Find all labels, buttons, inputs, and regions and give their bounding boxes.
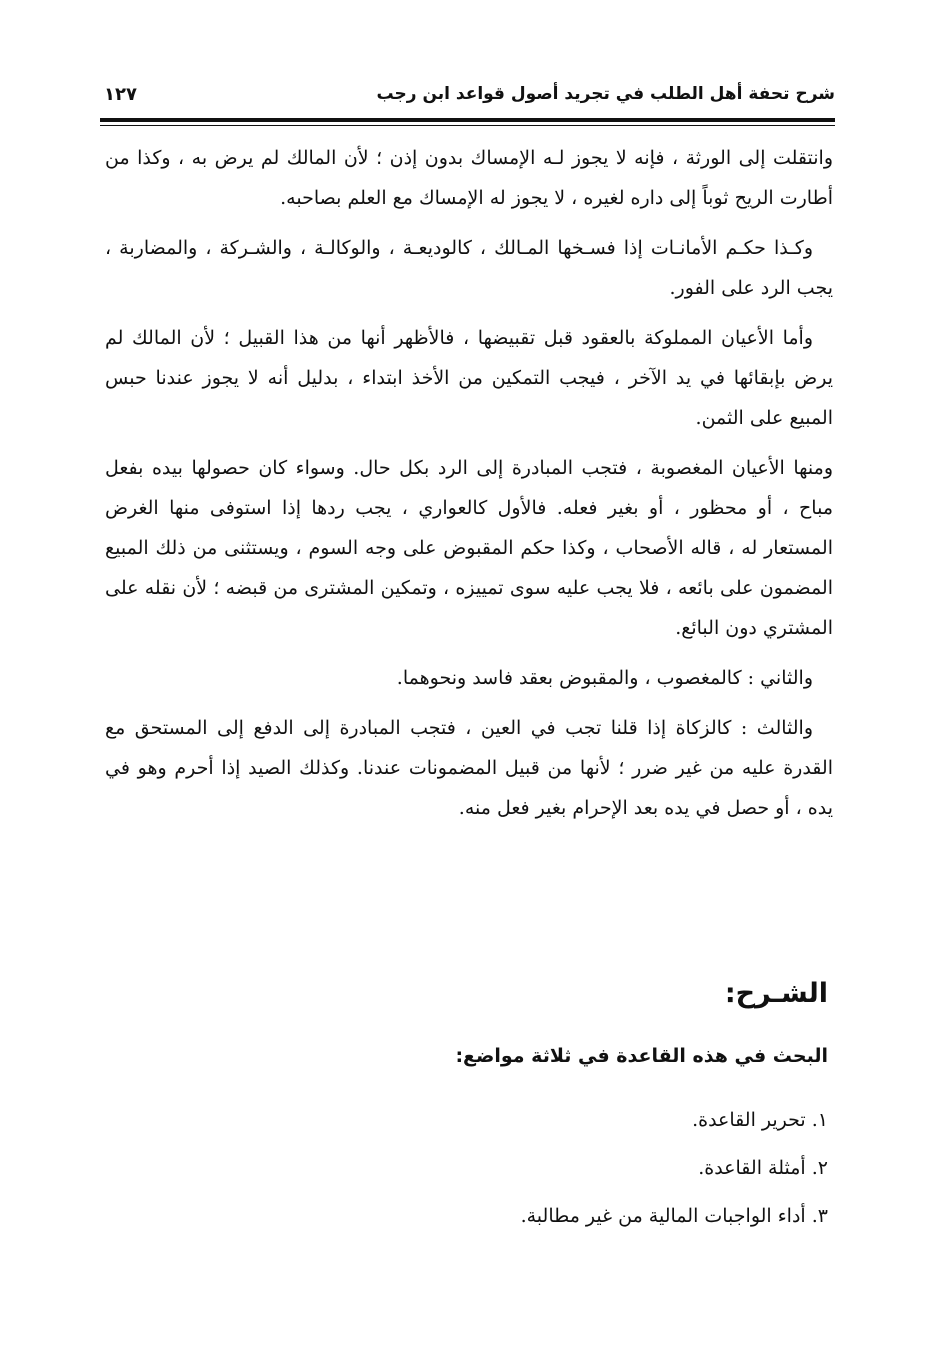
page-number: ١٢٧: [104, 84, 137, 105]
sharh-intro: البحث في هذه القاعدة في ثلاثة مواضع:: [455, 1045, 828, 1067]
paragraph: ومنها الأعيان المغصوبة ، فتجب المبادرة إلى الرد بكل حال. وسواء كان حصولها بيده بفعل مباح ، أو محظور ، أو بغير فعله. فالأول كالعواري ، يجب ردها إذا استوفى منها الغرض المستعار له ، قاله الأصحاب ، وكذا حكم المقبوض على وجه السوم ، ويستثنى من ذلك المبيع المضمون على بائعه ، فلا يجب عليه سوى تمييزه ، وتمكين المشترى من قبضه ؛ لأن نقله على المشتري دون البائع.: [105, 457, 834, 639]
page-header: [100, 80, 835, 116]
sharh-topics-list: [521, 1096, 828, 1240]
paragraph: والثاني : كالمغصوب ، والمقبوض بعقد فاسد ونحوهما.: [396, 667, 813, 689]
main-text: [105, 138, 833, 838]
header-rule-thin: [100, 125, 835, 126]
running-title: شرح تحفة أهل الطلب في تجريد أصول قواعد ابن رجب: [376, 84, 835, 104]
sharh-heading: الشـرح:: [724, 978, 828, 1009]
list-item: ٣. أداء الواجبات المالية من غير مطالبة.: [520, 1205, 828, 1227]
header-rule-thick: [100, 118, 835, 122]
paragraph: وكـذا حكـم الأمانـات إذا فسـخها المـالك ، كالوديعـة ، والوكالـة ، والشـركة ، والمضاربة ، يجب الرد على الفور.: [105, 237, 833, 299]
list-item: ١. تحرير القاعدة.: [692, 1109, 828, 1131]
paragraph: وأما الأعيان المملوكة بالعقود قبل تقبيضها ، فالأظهر أنها من هذا القبيل ؛ لأن المالك لم يرض بإبقائها في يد الآخر ، فيجب التمكين من الأخذ ابتداء ، بدليل أنه لا يجوز عندنا حبس المبيع على الثمن.: [105, 327, 833, 429]
list-item: ٢. أمثلة القاعدة.: [698, 1157, 828, 1179]
paragraph: وانتقلت إلى الورثة ، فإنه لا يجوز لـه الإمساك بدون إذن ؛ لأن المالك لم يرض به ، وكذا من أطارت الريح ثوباً إلى داره لغيره ، لا يجوز له الإمساك مع العلم بصاحبه.: [105, 147, 833, 209]
paragraph: والثالث : كالزكاة إذا قلنا تجب في العين ، فتجب المبادرة إلى الدفع إلى المستحق مع القدرة عليه من غير ضرر ؛ لأنها من قبيل المضمونات عندنا. وكذلك الصيد إذا أحرم وهو في يده ، أو حصل في يده بعد الإحرام بغير فعل منه.: [105, 717, 833, 819]
